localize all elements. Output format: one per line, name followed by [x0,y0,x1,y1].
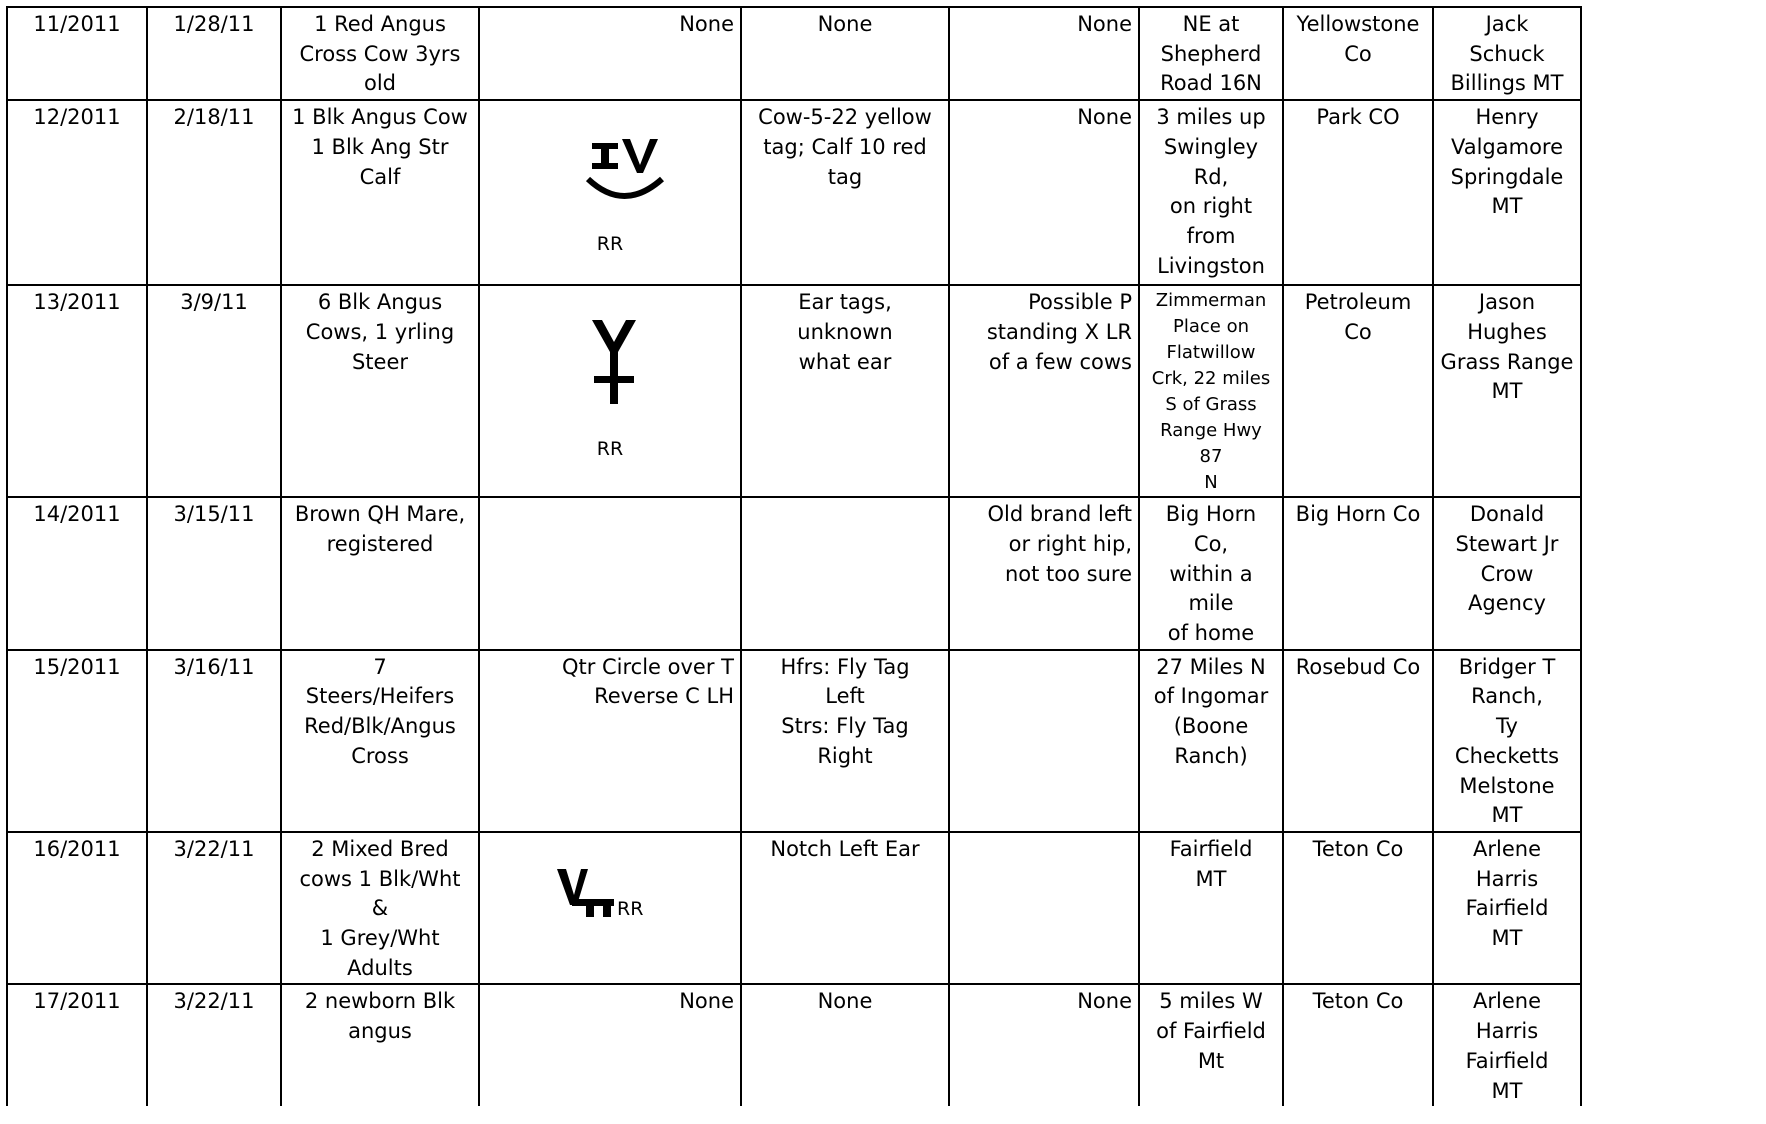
case-number-cell: 14/2011 [7,497,147,650]
location-cell: NE at Shepherd Road 16N [1139,7,1283,100]
location-cell: Big Horn Co, within a mile of home [1139,497,1283,650]
other-marks-cell: Notch Left Ear [741,832,949,985]
location-cell: 3 miles up Swingley Rd, on right from Livingston [1139,100,1283,285]
iv-over-lazy-bar-brand-icon [582,133,678,203]
other-marks-cell: None [741,7,949,100]
description-cell: 7 Steers/Heifers Red/Blk/Angus Cross [281,650,479,832]
owner-cell: Arlene Harris Fairfield MT [1433,984,1581,1106]
table-row [7,100,1581,285]
owner-cell: Henry Valgamore Springdale MT [1433,100,1581,285]
location-cell: Fairfield MT [1139,832,1283,985]
date-cell: 2/18/11 [147,100,281,285]
owner-cell: Jack Schuck Billings MT [1433,7,1581,100]
owner-cell: Jason Hughes Grass Range MT [1433,285,1581,497]
table-row [7,285,1581,497]
other-marks-cell: Cow-5-22 yellow tag; Calf 10 red tag [741,100,949,285]
county-cell: Petroleum Co [1283,285,1433,497]
other-marks-cell: Ear tags, unknown what ear [741,285,949,497]
brand-cell [479,497,741,650]
case-number-cell: 15/2011 [7,650,147,832]
date-cell: 3/16/11 [147,650,281,832]
other-brands-cell: Old brand left or right hip, not too sure [949,497,1139,650]
table-row [7,650,1581,832]
county-cell: Teton Co [1283,832,1433,985]
county-cell: Rosebud Co [1283,650,1433,832]
case-number-cell: 17/2011 [7,984,147,1106]
other-marks-cell [741,497,949,650]
county-cell: Teton Co [1283,984,1433,1106]
y-over-cross-brand-icon [584,318,644,408]
stray-livestock-table [6,6,1582,1106]
other-marks-cell: Hfrs: Fly Tag Left Strs: Fly Tag Right [741,650,949,832]
stray-livestock-table-page [6,6,1582,1106]
table-row [7,497,1581,650]
brand-cell [479,285,741,497]
table-row [7,7,1581,100]
brand-side-label: RR [596,437,624,460]
county-cell: Park CO [1283,100,1433,285]
other-marks-cell: None [741,984,949,1106]
other-brands-cell: None [949,100,1139,285]
location-cell: Zimmerman Place on Flatwillow Crk, 22 miles S of Grass Range Hwy 87 N [1139,285,1283,497]
location-cell: 27 Miles N of Ingomar (Boone Ranch) [1139,650,1283,832]
case-number-cell: 13/2011 [7,285,147,497]
brand-cell: None [479,7,741,100]
brand-cell [479,100,741,285]
case-number-cell: 11/2011 [7,7,147,100]
description-cell: 2 Mixed Bred cows 1 Blk/Wht & 1 Grey/Wht Adults [281,832,479,985]
other-brands-cell: Possible P standing X LR of a few cows [949,285,1139,497]
other-brands-cell [949,832,1139,985]
date-cell: 3/22/11 [147,832,281,985]
owner-cell: Arlene Harris Fairfield MT [1433,832,1581,985]
table-row [7,984,1581,1106]
case-number-cell: 12/2011 [7,100,147,285]
date-cell: 3/9/11 [147,285,281,497]
description-cell: 2 newborn Blk angus [281,984,479,1106]
brand-cell: Qtr Circle over T Reverse C LH [479,650,741,832]
case-number-cell: 16/2011 [7,832,147,985]
date-cell: 3/15/11 [147,497,281,650]
county-cell: Big Horn Co [1283,497,1433,650]
v-bar-pi-brand-icon [555,865,615,921]
brand-cell: None [479,984,741,1106]
brand-side-label: RR [617,897,644,920]
brand-side-label: RR [596,232,624,255]
other-brands-cell: None [949,984,1139,1106]
table-row [7,832,1581,985]
description-cell: 1 Red Angus Cross Cow 3yrs old [281,7,479,100]
owner-cell: Donald Stewart Jr Crow Agency [1433,497,1581,650]
date-cell: 3/22/11 [147,984,281,1106]
county-cell: Yellowstone Co [1283,7,1433,100]
description-cell: 6 Blk Angus Cows, 1 yrling Steer [281,285,479,497]
other-brands-cell: None [949,7,1139,100]
owner-cell: Bridger T Ranch, Ty Checketts Melstone MT [1433,650,1581,832]
brand-cell [479,832,741,985]
date-cell: 1/28/11 [147,7,281,100]
other-brands-cell [949,650,1139,832]
brand-mark [555,865,655,921]
description-cell: Brown QH Mare, registered [281,497,479,650]
description-cell: 1 Blk Angus Cow 1 Blk Ang Str Calf [281,100,479,285]
location-cell: 5 miles W of Fairfield Mt [1139,984,1283,1106]
